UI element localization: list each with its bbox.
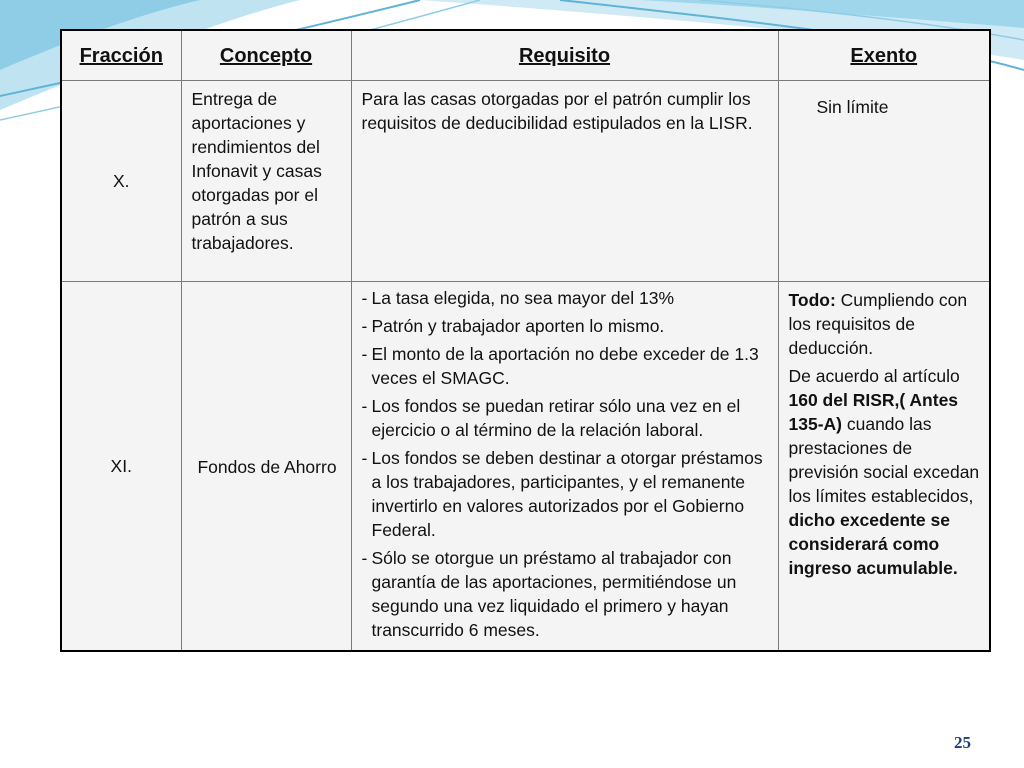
exento-paragraph xyxy=(789,364,982,580)
concepto-text: Entrega de aportaciones y rendimientos del Infonavit y casas otorgadas por el patrón a sus trabajadores. xyxy=(191,89,322,253)
deduction-table xyxy=(60,29,991,652)
exento-bold-span: dicho excedente se considerará como ingreso acumulable. xyxy=(788,510,958,578)
exento-cell xyxy=(778,282,990,652)
header-requisito: Requisito xyxy=(351,30,778,81)
requisito-cell xyxy=(351,282,778,652)
fraccion-label: X. xyxy=(112,171,130,191)
fraccion-label: XI. xyxy=(110,456,132,476)
list-item: - Patrón y trabajador aporten lo mismo. xyxy=(362,314,772,338)
exento-bold-span: 160 del RISR,( Antes 135-A) xyxy=(788,390,959,434)
page-number: 25 xyxy=(954,733,971,752)
exento-cell xyxy=(778,81,990,282)
list-item: - La tasa elegida, no sea mayor del 13% xyxy=(362,286,772,310)
exento-text-span: cuando las prestaciones de previsión social excedan los límites establecidos, xyxy=(788,414,980,506)
exento-paragraph xyxy=(789,288,982,360)
exento-bold-label: Todo: xyxy=(788,290,836,310)
table-row xyxy=(61,81,990,282)
list-item: - Sólo se otorgue un préstamo al trabajador con garantía de las aportaciones, permitiéndose un segundo una vez liquidado el primero y hayan transcurrido 6 meses. xyxy=(362,546,772,642)
concepto-text: Fondos de Ahorro xyxy=(197,457,337,477)
header-concepto: Concepto xyxy=(181,30,351,81)
list-item: - Los fondos se deben destinar a otorgar préstamos a los trabajadores, participantes, y el remanente invertirlo en valores autorizados por el Gobierno Federal. xyxy=(362,446,772,542)
table-header-row xyxy=(61,30,990,81)
exento-text-span: Cumpliendo con los requisitos de deducción. xyxy=(788,290,968,358)
exento-text-span: De acuerdo al artículo xyxy=(788,366,960,386)
fraccion-cell xyxy=(61,282,181,652)
table-row xyxy=(61,282,990,652)
exento-text: Sin límite xyxy=(816,97,889,117)
list-item: - Los fondos se puedan retirar sólo una vez en el ejercicio o al término de la relación laboral. xyxy=(362,394,772,442)
concepto-cell xyxy=(181,282,351,652)
requisito-cell xyxy=(351,81,778,282)
list-item: - El monto de la aportación no debe exceder de 1.3 veces el SMAGC. xyxy=(362,342,772,390)
requisito-list xyxy=(352,282,778,650)
exento-text xyxy=(779,282,990,588)
header-fraccion: Fracción xyxy=(61,30,181,81)
header-exento: Exento xyxy=(778,30,990,81)
fraccion-cell xyxy=(61,81,181,282)
concepto-cell xyxy=(181,81,351,282)
requisito-text: Para las casas otorgadas por el patrón cumplir los requisitos de deducibilidad estipulados en la LISR. xyxy=(361,89,753,133)
